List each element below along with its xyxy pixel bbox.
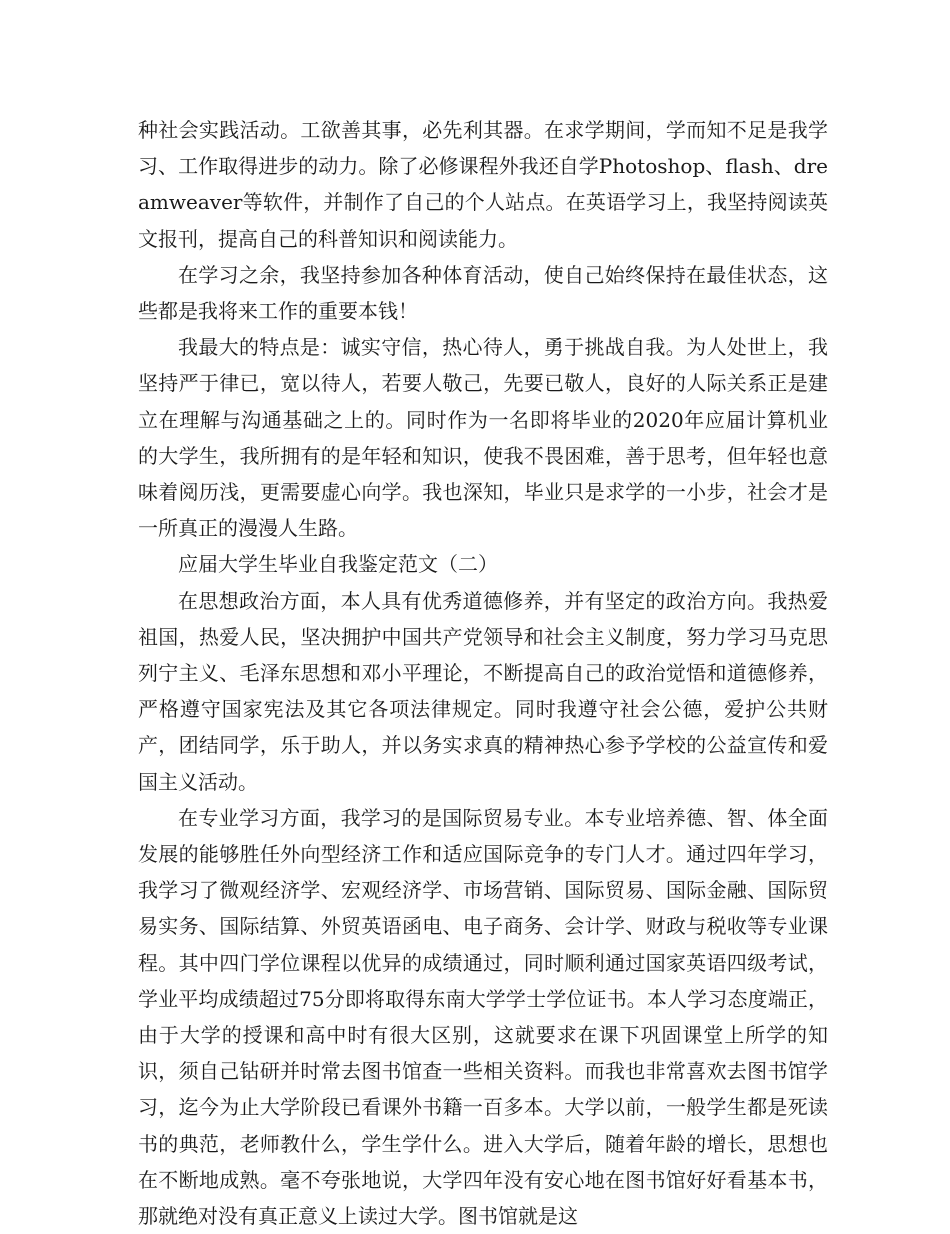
section-heading: 应届大学生毕业自我鉴定范文（二） — [178, 552, 498, 577]
paragraph-continuation: 种社会实践活动。工欲善其事，必先利其器。在求学期间，学而知不足是我学习、工作取得进步的动力。除了必修课程外我还自学Photoshop、flash、dreamweaver等软件，并制作了自己的个人站点。在英语学习上，我坚持阅读英文报刊，提高自己的科普知识和阅读能力。 — [138, 118, 828, 251]
document-body — [138, 112, 828, 1234]
paragraph-study: 在专业学习方面，我学习的是国际贸易专业。本专业培养德、智、体全面发展的能够胜任外向型经济工作和适应国际竞争的专门人才。通过四年学习，我学习了微观经济学、宏观经济学、市场营销、国际贸易、国际金融、国际贸易实务、国际结算、外贸英语函电、电子商务、会计学、财政与税收等专业课程。其中四门学位课程以优异的成绩通过，同时顺利通过国家英语四级考试，学业平均成绩超过75分即将取得东南大学学士学位证书。本人学习态度端正，由于大学的授课和高中时有很大区别，这就要求在课下巩固课堂上所学的知识，须自己钻研并时常去图书馆查一些相关资料。而我也非常喜欢去图书馆学习，迄今为止大学阶段已看课外书籍一百多本。大学以前，一般学生都是死读书的典范，老师教什么，学生学什么。进入大学后，随着年龄的增长，思想也在不断地成熟。毫不夸张地说，大学四年没有安心地在图书馆好好看基本书，那就绝对没有真正意义上读过大学。图书馆就是这 — [138, 805, 828, 1229]
paragraph-politics: 在思想政治方面，本人具有优秀道德修养，并有坚定的政治方向。我热爱祖国，热爱人民，坚决拥护中国共产党领导和社会主义制度，努力学习马克思列宁主义、毛泽东思想和邓小平理论，不断提高自己的政治觉悟和道德修养，严格遵守国家宪法及其它各项法律规定。同时我遵守社会公德，爱护公共财产，团结同学，乐于助人，并以务实求真的精神热心参予学校的公益宣传和爱国主义活动。 — [138, 588, 828, 794]
paragraph-traits: 我最大的特点是：诚实守信，热心待人，勇于挑战自我。为人处世上，我坚持严于律已，宽以待人，若要人敬己，先要已敬人，良好的人际关系正是建立在理解与沟通基础之上的。同时作为一名即将毕业的2020年应届计算机业的大学生，我所拥有的是年轻和知识，使我不畏困难，善于思考，但年轻也意味着阅历浅，更需要虚心向学。我也深知，毕业只是求学的一小步，社会才是一所真正的漫漫人生路。 — [138, 335, 828, 541]
paragraph-sports: 在学习之余，我坚持参加各种体育活动，使自己始终保持在最佳状态，这些都是我将来工作的重要本钱！ — [138, 262, 828, 324]
